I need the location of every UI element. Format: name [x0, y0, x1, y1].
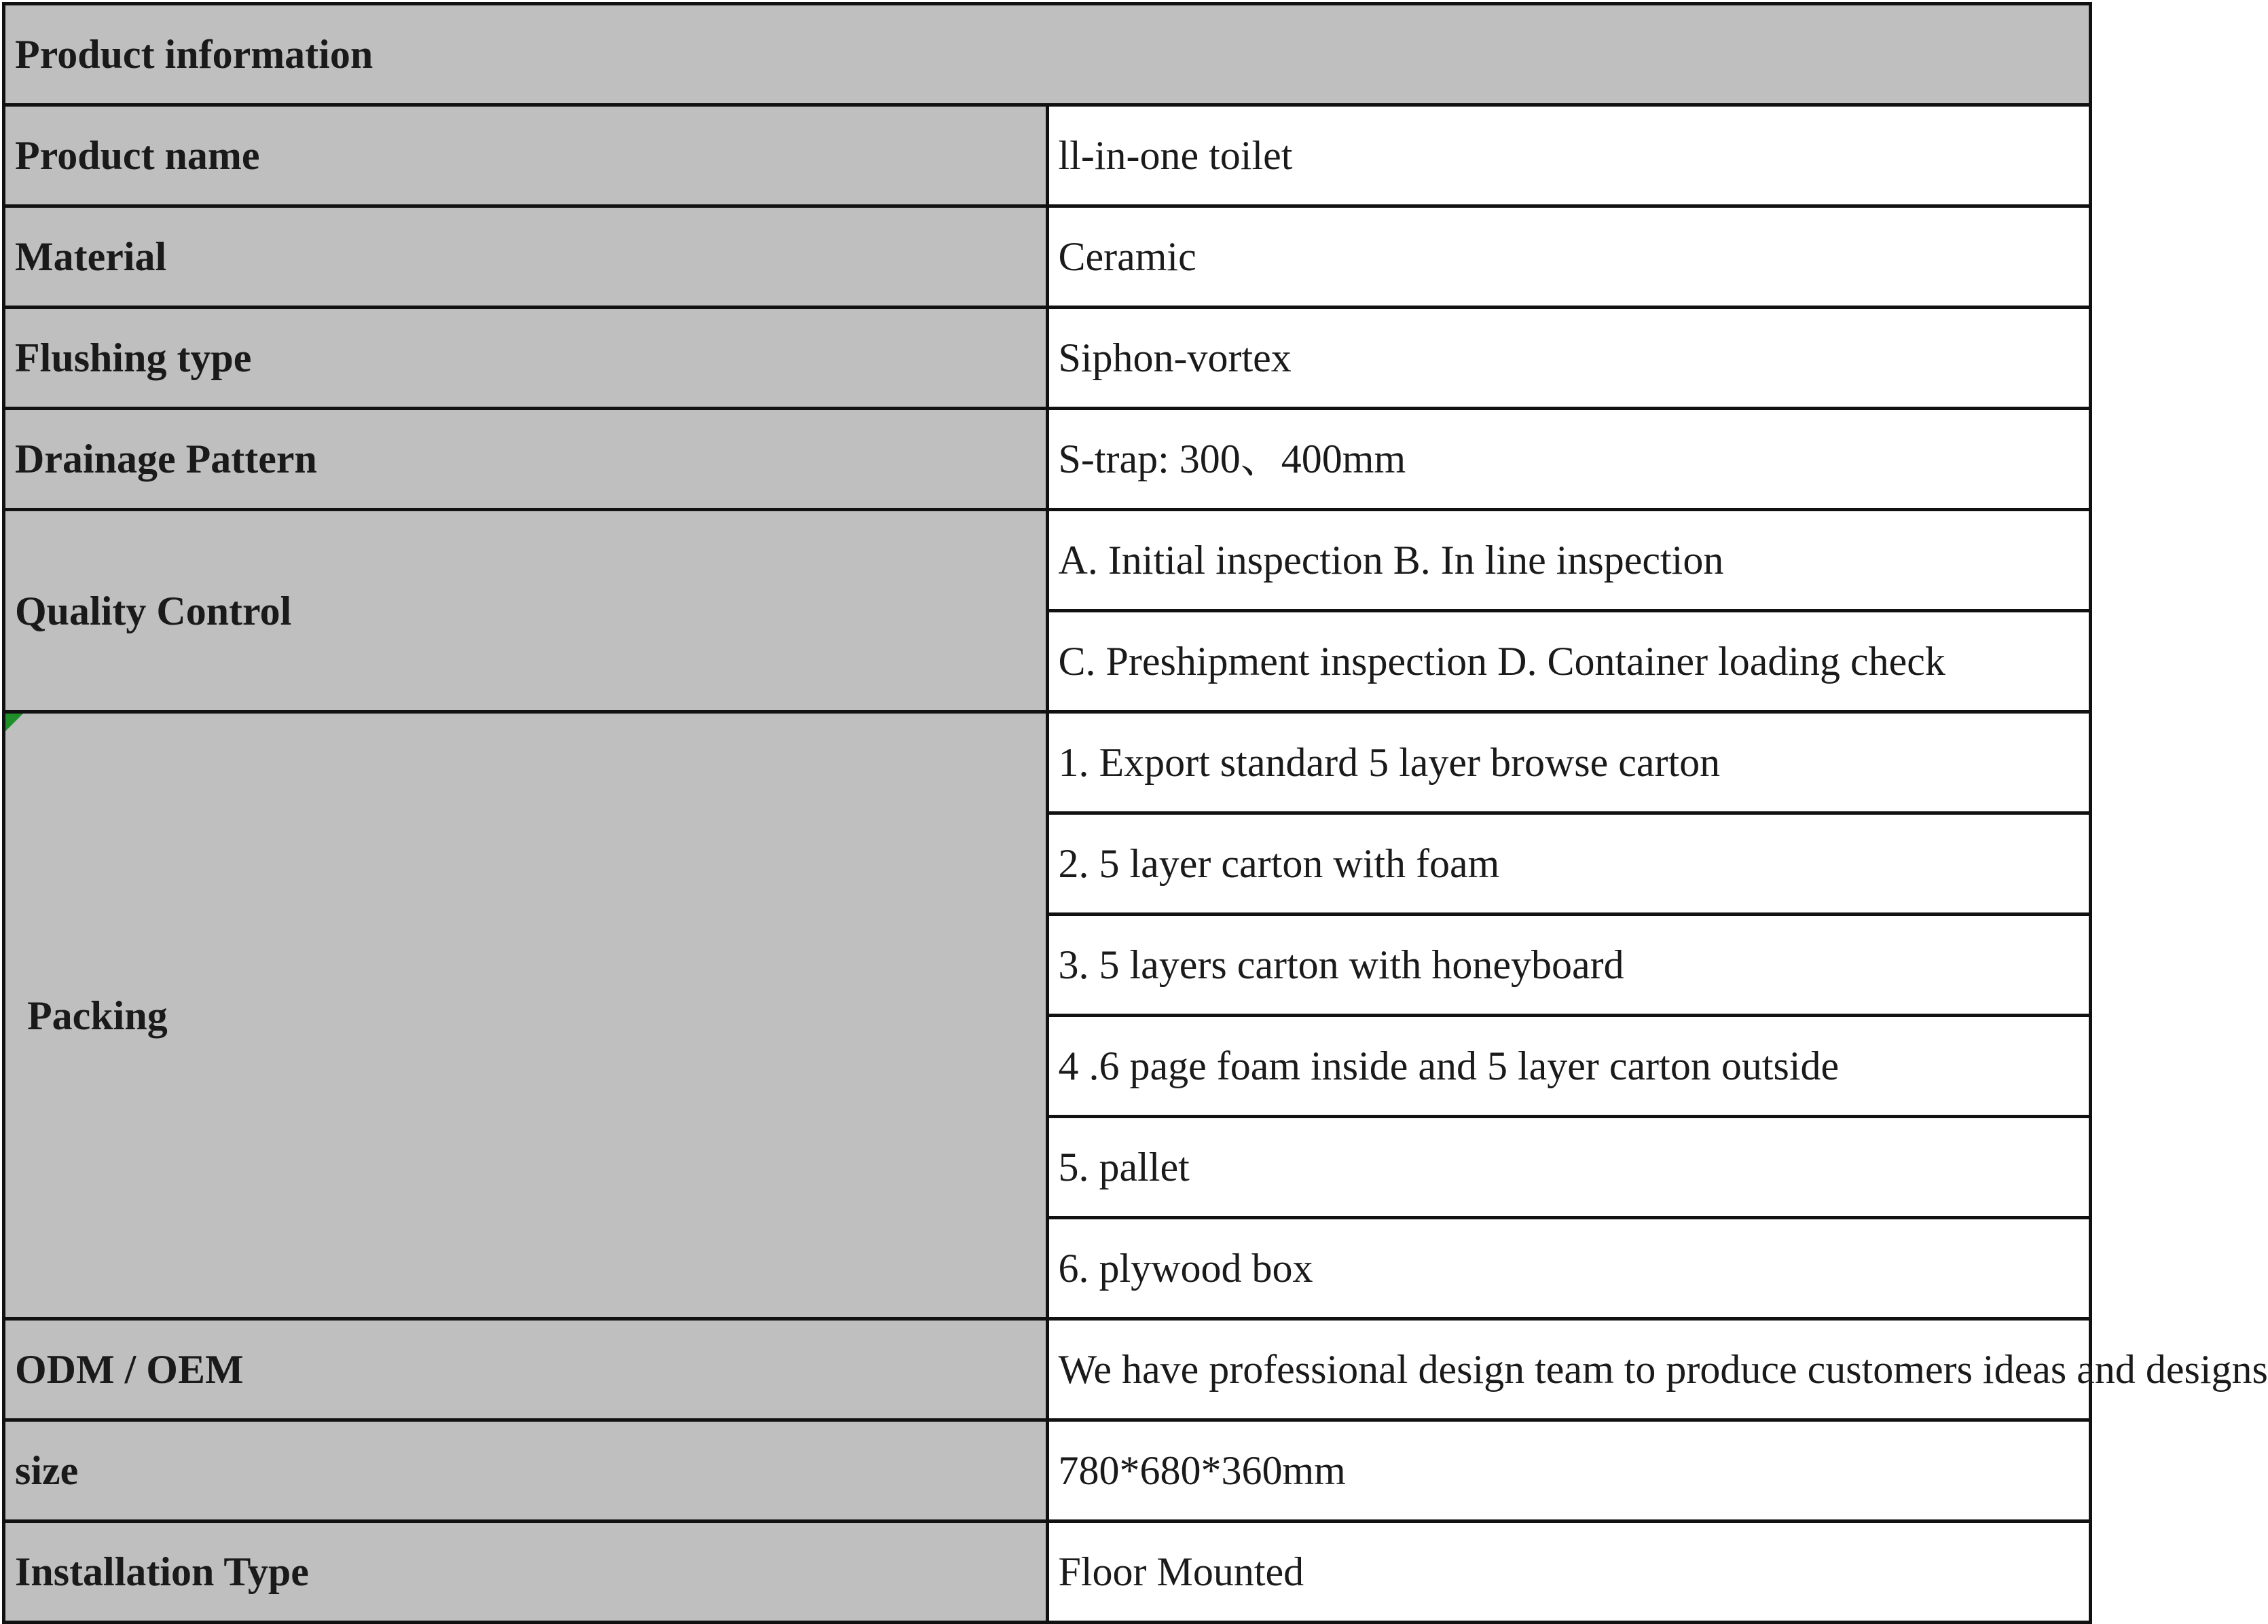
table-row	[4, 1420, 2091, 1521]
packing-value: 2. 5 layer carton with foam	[1047, 813, 2091, 915]
table-row	[4, 1319, 2091, 1420]
flushing-type-label: Flushing type	[4, 308, 1048, 409]
comment-indicator-marker	[5, 714, 23, 731]
packing-value: 3. 5 layers carton with honeyboard	[1047, 915, 2091, 1016]
packing-value: 1. Export standard 5 layer browse carton	[1047, 712, 2091, 813]
table-header: Product information	[4, 4, 2091, 105]
packing-label-cell	[4, 712, 1048, 1319]
product-name-value: ll-in-one toilet	[1047, 105, 2091, 206]
table-row	[4, 712, 2091, 813]
installation-type-label: Installation Type	[4, 1521, 1048, 1623]
quality-control-value: C. Preshipment inspection D. Container loading check	[1047, 611, 2091, 712]
packing-label: Packing	[27, 993, 168, 1038]
drainage-pattern-label: Drainage Pattern	[4, 409, 1048, 510]
product-name-label: Product name	[4, 105, 1048, 206]
odm-oem-value: We have professional design team to produce customers ideas and designs	[1047, 1319, 2091, 1420]
material-label: Material	[4, 206, 1048, 308]
table-row	[4, 308, 2091, 409]
installation-type-value: Floor Mounted	[1047, 1521, 2091, 1623]
odm-oem-label: ODM / OEM	[4, 1319, 1048, 1420]
flushing-type-value: Siphon-vortex	[1047, 308, 2091, 409]
material-value: Ceramic	[1047, 206, 2091, 308]
table-row	[4, 510, 2091, 611]
drainage-pattern-value: S-trap: 300、400mm	[1047, 409, 2091, 510]
quality-control-label: Quality Control	[4, 510, 1048, 712]
table-header-row	[4, 4, 2091, 105]
packing-value: 5. pallet	[1047, 1117, 2091, 1218]
table-row	[4, 1521, 2091, 1623]
size-value: 780*680*360mm	[1047, 1420, 2091, 1521]
table-row	[4, 409, 2091, 510]
packing-value: 6. plywood box	[1047, 1218, 2091, 1319]
table-row	[4, 105, 2091, 206]
quality-control-value: A. Initial inspection B. In line inspection	[1047, 510, 2091, 611]
size-label: size	[4, 1420, 1048, 1521]
packing-value: 4 .6 page foam inside and 5 layer carton outside	[1047, 1016, 2091, 1117]
product-information-table	[2, 2, 2268, 1624]
table-row	[4, 206, 2091, 308]
